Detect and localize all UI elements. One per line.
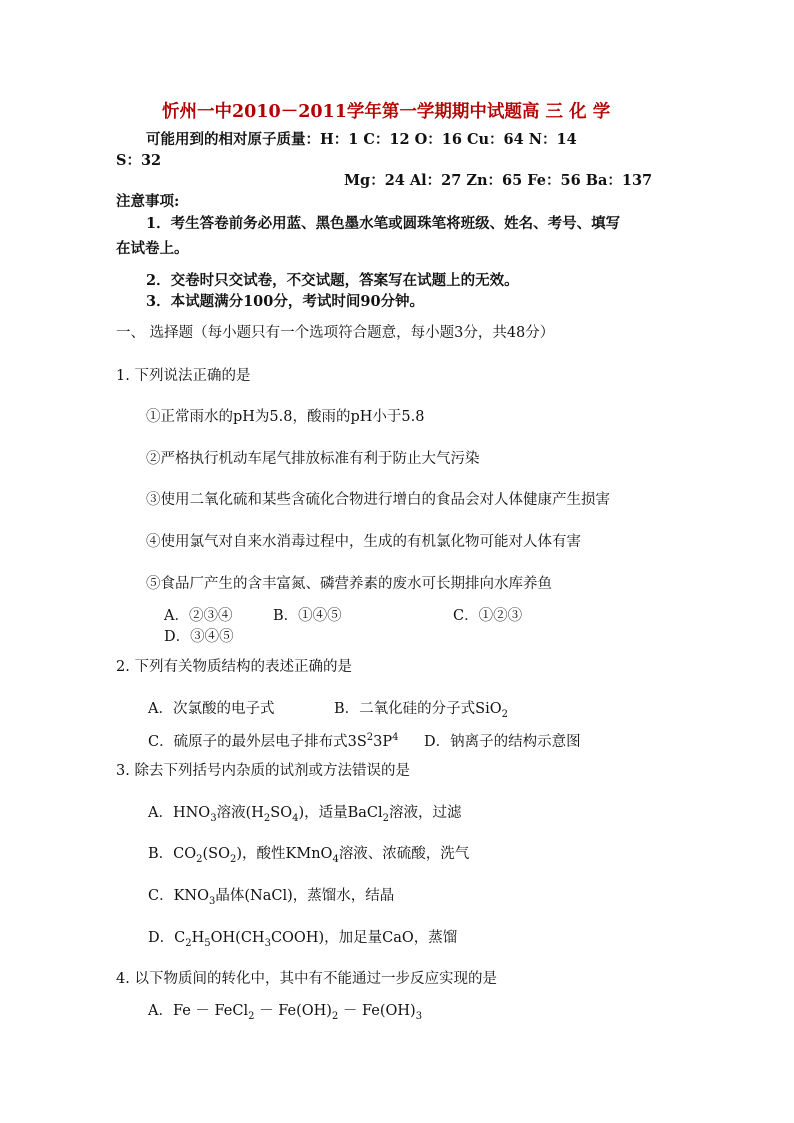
- q1-option-b: B．①④⑤: [273, 608, 342, 624]
- q1-statement-2: ②严格执行机动车尾气排放标准有利于防止大气污染: [146, 451, 480, 467]
- notice-item1-cont: 在试卷上。: [116, 240, 189, 257]
- q1-option-a: A．②③④: [164, 608, 233, 624]
- q2-stem: 2. 下列有关物质结构的表述正确的是: [116, 659, 352, 675]
- q3-option-c: C．$KNO_3$晶体(NaCl)，蒸馏水，结晶: [148, 888, 395, 907]
- q3-option-a: A．$HNO_3$溶液$(H_2SO_4)$，适量BaCl$_2$溶液，过滤: [148, 805, 462, 824]
- q4-stem: 4. 以下物质间的转化中，其中有不能通过一步反应实现的是: [116, 971, 497, 987]
- q1-option-c: C．①②③: [453, 608, 523, 624]
- q2-option-b: B．二氧化硅的分子式SiO$_2$: [334, 701, 508, 720]
- notice-item3: 3．本试题满分100分，考试时间90分钟。: [146, 293, 425, 310]
- q1-option-d: D．③④⑤: [164, 629, 234, 645]
- atomic-mass-line2: S：32: [116, 152, 162, 169]
- q1-statement-4: ④使用氯气对自来水消毒过程中，生成的有机氯化物可能对人体有害: [146, 534, 581, 550]
- q1-statement-3: ③使用二氧化硫和某些含硫化合物进行增白的食品会对人体健康产生损害: [146, 492, 610, 508]
- q3-option-d: D．$C_2H_5OH(CH_3COOH)$，加足量CaO，蒸馏: [148, 930, 458, 949]
- q3-stem: 3. 除去下列括号内杂质的试剂或方法错误的是: [116, 763, 410, 779]
- page-title: 忻州一中2010－2011学年第一学期期中试题高 三 化 学: [162, 102, 611, 122]
- q3-option-b: B．$CO_2(SO_2)$，酸性KMnO$_4$溶液、浓硫酸，洗气: [148, 846, 470, 865]
- q4-option-a: A．Fe － FeCl$_2$ － $Fe(OH)_2 - Fe(OH)_3$: [148, 1003, 423, 1022]
- q2-option-a: A．次氯酸的电子式: [148, 701, 275, 717]
- q1-stem: 1. 下列说法正确的是: [116, 368, 251, 384]
- notice-heading: 注意事项:: [116, 193, 180, 210]
- notice-item2: 2．交卷时只交试卷，不交试题，答案写在试题上的无效。: [146, 272, 519, 289]
- q2-option-c: C．硫原子的最外层电子排布式$3S^23P^4$: [148, 732, 399, 750]
- q1-statement-5: ⑤食品厂产生的含丰富氮、磷营养素的废水可长期排向水库养鱼: [146, 576, 552, 592]
- atomic-mass-line1: 可能用到的相对原子质量：H：1 C：12 O：16 Cu：64 N：14: [146, 131, 577, 148]
- atomic-mass-line3: Mg：24 Al：27 Zn：65 Fe：56 Ba：137: [344, 172, 653, 189]
- q2-option-d: D．钠离子的结构示意图: [424, 734, 581, 750]
- section1-heading: 一、 选择题（每小题只有一个选项符合题意，每小题3分，共48分）: [116, 325, 555, 341]
- q1-statement-1: ①正常雨水的pH为5.8，酸雨的pH小于5.8: [146, 409, 425, 425]
- notice-item1: 1．考生答卷前务必用蓝、黑色墨水笔或圆珠笔将班级、姓名、考号、填写: [146, 215, 621, 232]
